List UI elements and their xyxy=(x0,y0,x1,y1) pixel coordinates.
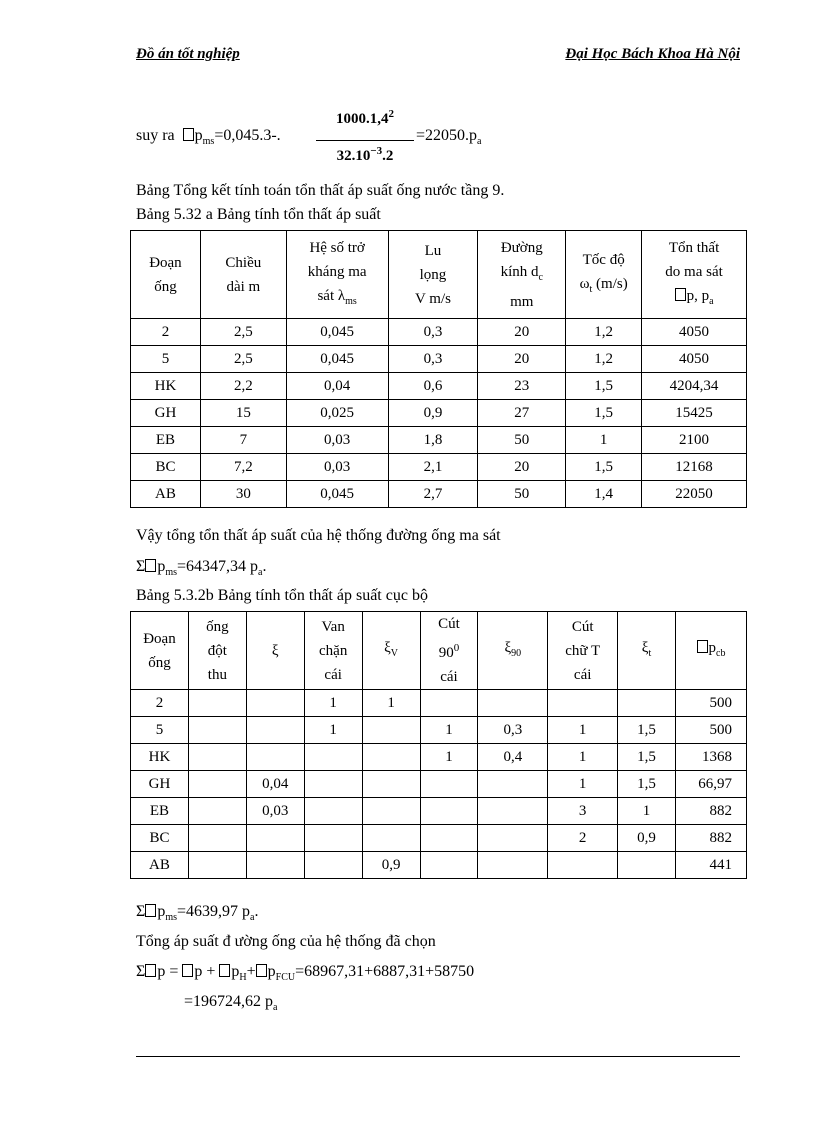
cell xyxy=(618,852,676,879)
cell: 0,4 xyxy=(478,744,548,771)
cell: 0,3 xyxy=(478,717,548,744)
table2-header-row xyxy=(131,612,747,690)
cell: 1 xyxy=(304,690,362,717)
cell: 1 xyxy=(618,798,676,825)
cell: 2,5 xyxy=(200,319,286,346)
cell: 1,5 xyxy=(618,717,676,744)
final-result-value: =196724,62 p xyxy=(184,993,274,1010)
table2-caption: Bảng 5.3.2b Bảng tính tổn thất áp suất cục bộ xyxy=(136,587,428,604)
cell: 500 xyxy=(675,690,746,717)
cell: 20 xyxy=(478,319,566,346)
formula-num-exp: 2 xyxy=(388,108,394,120)
delta-box-icon xyxy=(182,964,193,977)
fraction-bar xyxy=(316,140,414,141)
h2-ts: t xyxy=(648,647,652,659)
header-left-title: Đồ án tốt nghiệp xyxy=(136,46,240,62)
cell xyxy=(618,690,676,717)
cell xyxy=(188,744,246,771)
cell: BC xyxy=(131,454,201,481)
h1-v: V m/s xyxy=(414,290,451,307)
h1-ton: Tổn thất xyxy=(668,239,720,256)
h1-kinh: kính d xyxy=(500,263,539,280)
total-friction-line: Σ $p_{ms}=64347,34$ $p_a$. xyxy=(136,558,267,579)
sigma-symbol: Σ xyxy=(136,903,146,920)
cell: 2 xyxy=(548,825,618,852)
table-row xyxy=(131,771,747,798)
h1-ms2: (m/s) xyxy=(592,275,628,292)
h2-thu: thu xyxy=(207,666,227,683)
cell: 0,045 xyxy=(286,346,388,373)
ms-sub: ms xyxy=(165,567,177,579)
friction-loss-table xyxy=(130,230,747,508)
h2-90s: 90 xyxy=(511,647,522,659)
local-loss-table xyxy=(130,611,747,879)
formula-lead: suy ra xyxy=(136,127,175,144)
pressure-loss-formula xyxy=(136,108,636,168)
cell: 20 xyxy=(478,346,566,373)
formula-den-b: .2 xyxy=(382,148,394,164)
h2-cai: cái xyxy=(324,666,342,683)
col-xi-t xyxy=(618,612,676,690)
cell: 1 xyxy=(420,717,478,744)
cell xyxy=(188,690,246,717)
h1-lu: Lu xyxy=(424,242,442,259)
cell: GH xyxy=(131,400,201,427)
table1-caption: Bảng 5.32 a Bảng tính tổn thất áp suất xyxy=(136,206,381,223)
cell: 0,9 xyxy=(362,852,420,879)
cell: 1,4 xyxy=(566,481,642,508)
cell xyxy=(362,717,420,744)
h1-c: c xyxy=(538,271,543,283)
h2-pcb: p xyxy=(708,639,716,656)
cell xyxy=(304,852,362,879)
formula-numerator xyxy=(316,108,414,128)
delta-box-icon xyxy=(145,904,156,917)
h2-xit: ξ xyxy=(641,639,649,656)
cell: 1,5 xyxy=(566,454,642,481)
final-h-sub: H xyxy=(239,972,247,984)
h2-ong2: ống xyxy=(206,618,229,635)
table-row xyxy=(131,744,747,771)
table-row xyxy=(131,825,747,852)
cell: BC xyxy=(131,825,189,852)
cell: 30 xyxy=(200,481,286,508)
cell: 2 xyxy=(131,690,189,717)
formula-lhs: suy ra $p_{ms}=0,045.3-$. xyxy=(136,127,281,148)
summary-title: Bảng Tổng kết tính toán tổn thất áp suất ống nước tầng 9. xyxy=(136,182,505,199)
cell: AB xyxy=(131,852,189,879)
cell: 15 xyxy=(200,400,286,427)
cell: AB xyxy=(131,481,201,508)
cell xyxy=(420,825,478,852)
h2-chan: chặn xyxy=(319,642,348,659)
table-row xyxy=(131,717,747,744)
header-right-title: Đại Học Bách Khoa Hà Nội xyxy=(565,46,740,62)
cell: 2,7 xyxy=(388,481,478,508)
cell: 0,3 xyxy=(388,346,478,373)
h1-ms: ms xyxy=(345,295,357,307)
cell: 27 xyxy=(478,400,566,427)
cell xyxy=(304,798,362,825)
cell: 882 xyxy=(675,825,746,852)
cell xyxy=(188,717,246,744)
cell: 1 xyxy=(548,717,618,744)
table-row xyxy=(131,852,747,879)
cell xyxy=(188,771,246,798)
cell xyxy=(478,825,548,852)
pa-sub: a xyxy=(273,1002,278,1014)
cell xyxy=(478,771,548,798)
table-row xyxy=(131,454,747,481)
cell: 50 xyxy=(478,427,566,454)
h2-deg: 0 xyxy=(453,642,460,654)
h2-cut2: Cút xyxy=(571,618,594,635)
ms-sub: ms xyxy=(165,912,177,924)
cell: 22050 xyxy=(642,481,747,508)
cell: 0,6 xyxy=(388,373,478,400)
table-row xyxy=(131,690,747,717)
cell: 2 xyxy=(131,319,201,346)
cell: GH xyxy=(131,771,189,798)
cell: 4050 xyxy=(642,346,747,373)
h2-cai2: cái xyxy=(440,669,458,685)
col-elbow-90 xyxy=(420,612,478,690)
sigma-symbol: Σ xyxy=(136,558,146,575)
final-eq-values: =68967,31+6887,31+58750 xyxy=(295,963,475,980)
col-tee xyxy=(548,612,618,690)
cell: 12168 xyxy=(642,454,747,481)
formula-result xyxy=(416,127,481,147)
cell: 1,2 xyxy=(566,346,642,373)
cell: 2,2 xyxy=(200,373,286,400)
h1-t: t xyxy=(589,283,593,295)
pa-sub: a xyxy=(258,567,263,579)
cell: 1 xyxy=(548,771,618,798)
cell xyxy=(246,825,304,852)
cell xyxy=(478,852,548,879)
cell: 1 xyxy=(362,690,420,717)
h1-he: Hệ số trở xyxy=(309,239,365,256)
h2-van: Van xyxy=(321,618,345,635)
formula-lhs-rest: =0,045.3-. xyxy=(214,127,281,144)
formula-den-a: 32.10 xyxy=(336,148,371,164)
cell: 0,3 xyxy=(388,319,478,346)
h1-omega: ω xyxy=(579,275,590,292)
cell xyxy=(188,852,246,879)
formula-result-text: =22050.p xyxy=(416,127,478,144)
cell: 7,2 xyxy=(200,454,286,481)
cell xyxy=(478,798,548,825)
total-pipeline-intro: Tổng áp suất đ ường ống của hệ thống đã chọn xyxy=(136,933,436,950)
h1-a: a xyxy=(709,295,714,307)
cell: 0,03 xyxy=(286,454,388,481)
final-mid: p + xyxy=(194,963,220,980)
table-row xyxy=(131,798,747,825)
total-local-line: Σ $p_{ms}=4639,97$ $p_a$. xyxy=(136,903,259,924)
cell: 0,045 xyxy=(286,319,388,346)
cell: 1,5 xyxy=(618,771,676,798)
cell: 1,5 xyxy=(566,373,642,400)
cell: 500 xyxy=(675,717,746,744)
cell: 23 xyxy=(478,373,566,400)
cell: 1 xyxy=(420,744,478,771)
h1-chieu: Chiều xyxy=(225,254,262,271)
cell xyxy=(362,744,420,771)
cell: 0,04 xyxy=(246,771,304,798)
cell: 1,8 xyxy=(388,427,478,454)
col-segment xyxy=(131,231,201,319)
h2-doan: Đoạn xyxy=(143,630,176,647)
cell: 5 xyxy=(131,717,189,744)
col-friction-coef xyxy=(286,231,388,319)
h2-dot: đột xyxy=(207,642,227,659)
col-velocity xyxy=(566,231,642,319)
cell xyxy=(304,825,362,852)
total-local-value: =4639,97 p xyxy=(176,903,251,920)
cell: 1368 xyxy=(675,744,746,771)
cell: 2,5 xyxy=(200,346,286,373)
final-result xyxy=(184,993,277,1013)
h1-mm: mm xyxy=(510,293,534,310)
h1-doan: Đoạn xyxy=(149,254,182,271)
cell xyxy=(188,798,246,825)
total-friction-value: =64347,34 p xyxy=(176,558,259,575)
cell: 50 xyxy=(478,481,566,508)
cell: 882 xyxy=(675,798,746,825)
sigma-symbol: Σ xyxy=(136,963,146,980)
h1-khang: kháng ma xyxy=(307,263,367,280)
cell: 1,2 xyxy=(566,319,642,346)
cell xyxy=(246,744,304,771)
h1-ong: ống xyxy=(154,278,177,295)
cell xyxy=(304,771,362,798)
h1-do: do ma sát xyxy=(665,263,723,280)
cell: 15425 xyxy=(642,400,747,427)
table-row xyxy=(131,373,747,400)
h2-cut: Cút xyxy=(438,616,460,632)
total-friction-intro: Vậy tổng tổn thất áp suất của hệ thống đường ống ma sát xyxy=(136,527,501,544)
formula-num-text: 1000.1,4 xyxy=(336,111,389,127)
h1-duong: Đường xyxy=(500,239,543,256)
h1-sat: sát λ xyxy=(317,287,346,304)
cell: 0,9 xyxy=(618,825,676,852)
cell: 20 xyxy=(478,454,566,481)
pa-sub: a xyxy=(250,912,255,924)
h2-xiv: ξ xyxy=(384,639,391,656)
delta-box-icon xyxy=(675,288,686,301)
h2-cb: cb xyxy=(716,647,726,659)
col-xi-v xyxy=(362,612,420,690)
cell xyxy=(478,690,548,717)
delta-box-icon xyxy=(145,964,156,977)
cell: 0,04 xyxy=(286,373,388,400)
cell: 1 xyxy=(548,744,618,771)
final-equation: Σ $p = p + p_H+ p_{FCU}=68967,31+6887,31+58750$ xyxy=(136,963,475,984)
final-fcu-sub: FCU xyxy=(275,972,296,984)
cell xyxy=(548,690,618,717)
cell: 1 xyxy=(304,717,362,744)
cell: EB xyxy=(131,427,201,454)
cell: 0,03 xyxy=(286,427,388,454)
col-segment xyxy=(131,612,189,690)
delta-box-icon xyxy=(183,128,194,141)
cell xyxy=(548,852,618,879)
col-local-loss xyxy=(675,612,746,690)
cell xyxy=(246,690,304,717)
cell: 5 xyxy=(131,346,201,373)
delta-box-icon xyxy=(219,964,230,977)
h2-chu: chữ T xyxy=(565,642,601,659)
cell: 0,025 xyxy=(286,400,388,427)
cell: HK xyxy=(131,744,189,771)
cell: HK xyxy=(131,373,201,400)
col-xi: ξ xyxy=(246,612,304,690)
delta-box-icon xyxy=(256,964,267,977)
formula-lhs-sub: ms xyxy=(202,136,215,148)
cell: 1,5 xyxy=(618,744,676,771)
cell xyxy=(188,825,246,852)
cell: 7 xyxy=(200,427,286,454)
col-length xyxy=(200,231,286,319)
h1-toc: Tốc độ xyxy=(582,251,625,268)
cell: 4050 xyxy=(642,319,747,346)
table-row xyxy=(131,319,747,346)
cell: 66,97 xyxy=(675,771,746,798)
table-row xyxy=(131,400,747,427)
cell xyxy=(420,690,478,717)
table1-header-row xyxy=(131,231,747,319)
footer-rule xyxy=(136,1056,740,1057)
cell xyxy=(362,771,420,798)
cell: 1,5 xyxy=(566,400,642,427)
col-flow xyxy=(388,231,478,319)
col-sudden-contraction xyxy=(188,612,246,690)
formula-denominator xyxy=(316,145,414,165)
cell: EB xyxy=(131,798,189,825)
h1-p: p, p xyxy=(686,287,710,304)
delta-box-icon xyxy=(697,640,708,653)
formula-den-exp: −3 xyxy=(370,145,383,157)
cell: 2100 xyxy=(642,427,747,454)
cell: 0,03 xyxy=(246,798,304,825)
formula-result-sub: a xyxy=(477,136,482,148)
table-row xyxy=(131,346,747,373)
col-valve xyxy=(304,612,362,690)
table-row xyxy=(131,427,747,454)
col-friction-loss xyxy=(642,231,747,319)
cell xyxy=(420,852,478,879)
table-row xyxy=(131,481,747,508)
h2-cai3: cái xyxy=(573,666,592,683)
cell xyxy=(362,825,420,852)
cell: 4204,34 xyxy=(642,373,747,400)
h2-xi90: ξ xyxy=(504,639,512,656)
h2-90: 90 xyxy=(438,645,454,661)
h1-dai: dài m xyxy=(226,278,261,295)
cell: 0,9 xyxy=(388,400,478,427)
col-xi-90 xyxy=(478,612,548,690)
cell xyxy=(304,744,362,771)
delta-box-icon xyxy=(145,559,156,572)
cell: 0,045 xyxy=(286,481,388,508)
h2-v: V xyxy=(390,647,399,659)
cell: 1 xyxy=(566,427,642,454)
final-eq-sign: = xyxy=(169,963,183,980)
h2-ong: ống xyxy=(148,654,171,671)
cell: 2,1 xyxy=(388,454,478,481)
cell xyxy=(362,798,420,825)
col-diameter xyxy=(478,231,566,319)
cell: 441 xyxy=(675,852,746,879)
h1-long: lọng xyxy=(419,266,447,283)
cell: 3 xyxy=(548,798,618,825)
cell xyxy=(246,852,304,879)
cell xyxy=(246,717,304,744)
cell xyxy=(420,798,478,825)
cell xyxy=(420,771,478,798)
page-header xyxy=(136,46,740,68)
